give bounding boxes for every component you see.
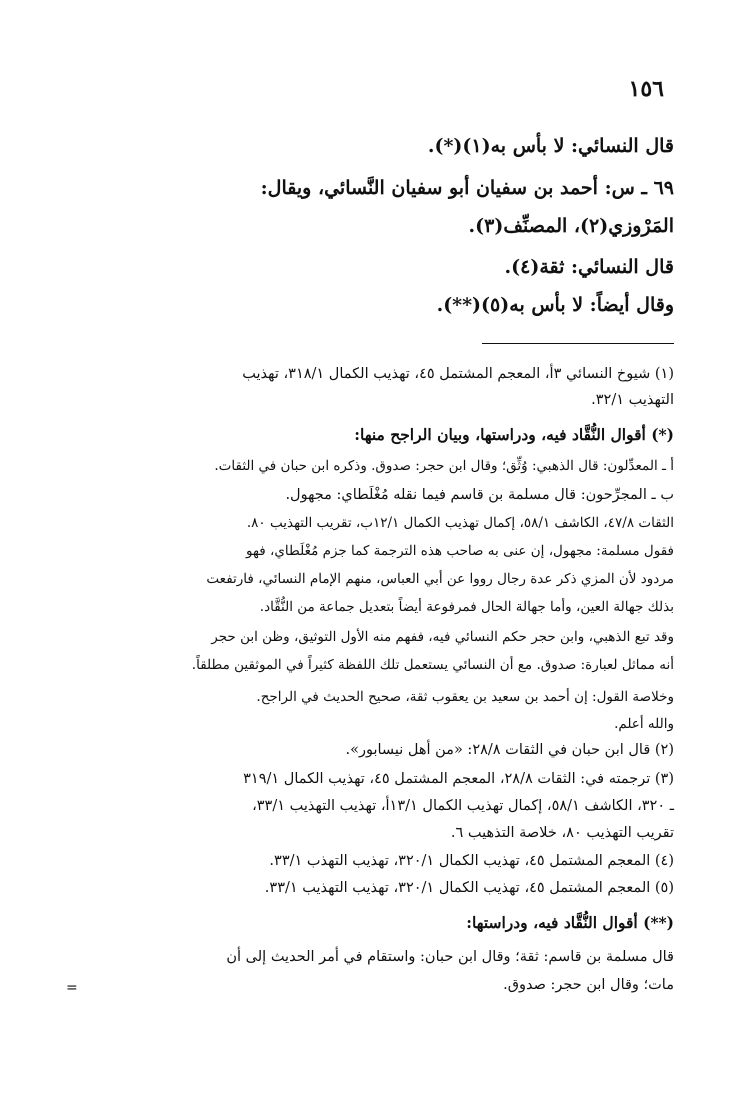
footnote-line-6: فقول مسلمة: مجهول، إن عنى به صاحب هذه الترجمة كما جزم مُغْلَطاي، فهو — [246, 543, 674, 559]
footnote-line-10: أنه مماثل لعبارة: صدوق. مع أن النسائي يستعمل تلك اللفظة كثيراً في الموثقين مطلقاً. — [191, 657, 674, 673]
footnote-line-13: (٢) قال ابن حبان في الثقات ٢٨/٨: «من أهل نيسابور». — [345, 742, 674, 758]
footnote-line-11: وخلاصة القول: إن أحمد بن سعيد بن يعقوب ثقة، صحيح الحديث في الراجح. — [256, 689, 674, 705]
footnote-line-5: الثقات ٤٧/٨، الكاشف ٥٨/١، إكمال تهذيب الكمال ١٢/١ب، تقريب التهذيب ٨٠. — [246, 515, 674, 531]
main-line-2: ٦٩ ـ س: أحمد بن سفيان أبو سفيان النَّسائي، ويقال: — [260, 177, 674, 199]
main-line-5: وقال أيضاً: لا بأس به(٥)(**). — [436, 294, 674, 316]
footnote-line-16: تقريب التهذيب ٨٠، خلاصة التذهيب ٦. — [450, 825, 674, 841]
footnote-line-15: ـ ٣٢٠، الكاشف ٥٨/١، إكمال تهذيب الكمال ١٣/١أ، تهذيب التهذيب ٣٣/١، — [252, 798, 674, 814]
footnote-line-2: التهذيب ٣٢/١. — [591, 392, 674, 408]
page-number: ١٥٦ — [628, 76, 664, 102]
footnote-separator — [482, 343, 674, 344]
footnote-line-4: ب ـ المجرِّحون: قال مسلمة بن قاسم فيما نقله مُغْلَطاي: مجهول. — [285, 487, 674, 503]
footnote-line-17: (٤) المعجم المشتمل ٤٥، تهذيب الكمال ٣٢٠/١، تهذيب التهذب ٣٣/١. — [269, 853, 674, 869]
footnote-line-19: قال مسلمة بن قاسم: ثقة؛ وقال ابن حبان: واستقام في أمر الحديث إلى أن — [226, 949, 674, 965]
main-line-3: المَرْوزي(٢)، المصنِّف(٣). — [468, 215, 674, 237]
footnote-heading-2: (**) أقوال النُّقَّاد فيه، ودراستها: — [466, 913, 674, 932]
footnote-heading-1: (*) أقوال النُّقَّاد فيه، ودراستها، وبيان الراجح منها: — [354, 425, 674, 444]
footnote-line-12: والله أعلم. — [614, 716, 674, 732]
footnote-line-1: (١) شيوخ النسائي ٣أ، المعجم المشتمل ٤٥، تهذيب الكمال ٣١٨/١، تهذيب — [242, 366, 674, 382]
main-line-4: قال النسائي: ثقة(٤). — [504, 256, 674, 278]
footnote-line-14: (٣) ترجمته في: الثقات ٢٨/٨، المعجم المشتمل ٤٥، تهذيب الكمال ٣١٩/١ — [243, 771, 674, 787]
footnote-line-7: مردود لأن المزي ذكر عدة رجال رووا عن أبي العباس، منهم الإمام النسائي، فارتفعت — [206, 571, 674, 587]
continuation-mark: = — [66, 980, 78, 996]
footnote-line-9: وقد تبع الذهبي، وابن حجر حكم النسائي فيه، ففهم منه الأول التوثيق، وظن ابن حجر — [211, 629, 674, 645]
footnote-line-8: بذلك جهالة العين، وأما جهالة الحال فمرفوعة أيضاً بتعديل جماعة من النُّقَّاد. — [259, 599, 674, 615]
footnote-line-18: (٥) المعجم المشتمل ٤٥، تهذيب الكمال ٣٢٠/١، تهذيب التهذيب ٣٣/١. — [264, 880, 674, 896]
footnote-line-3: أ ـ المعدِّلون: قال الذهبي: وُثِّق؛ وقال ابن حجر: صدوق. وذكره ابن حبان في الثقات. — [214, 458, 674, 474]
main-line-1: قال النسائي: لا بأس به(١)(*). — [427, 135, 674, 157]
footnote-line-20: مات؛ وقال ابن حجر: صدوق. — [503, 977, 674, 993]
